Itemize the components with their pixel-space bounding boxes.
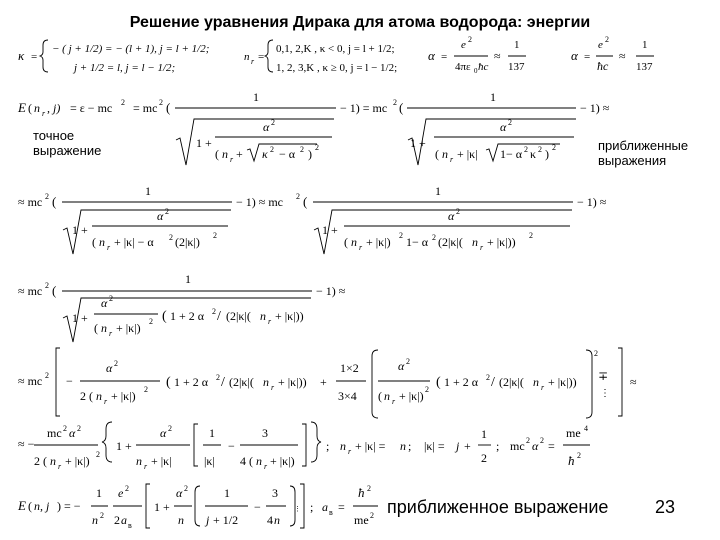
svg-text:): ) [308, 147, 312, 161]
svg-text:=: = [31, 51, 38, 63]
approximate-expressions-label: приближенные выражения [598, 138, 689, 168]
svg-text:α: α [176, 486, 183, 500]
svg-text:(2|κ|(: (2|κ|( [229, 375, 254, 389]
alpha-definition-si [428, 35, 526, 75]
exact-expression-label: точное выражение [33, 128, 102, 158]
svg-text:E: E [18, 498, 26, 513]
kappa-definition [18, 40, 209, 74]
svg-text:1: 1 [185, 272, 191, 286]
svg-text:≈: ≈ [494, 49, 501, 63]
svg-text:1 +: 1 + [196, 136, 212, 150]
svg-text:me: me [354, 513, 369, 527]
svg-text:/: / [217, 309, 221, 324]
svg-text:ħc: ħc [597, 59, 609, 73]
svg-text:2: 2 [552, 143, 556, 152]
svg-text:/: / [221, 375, 225, 390]
svg-text:4: 4 [584, 424, 588, 433]
svg-text:0: 0 [474, 67, 478, 75]
svg-text:α: α [157, 209, 164, 223]
svg-text:(: ( [28, 499, 32, 513]
svg-text:n: n [101, 321, 107, 335]
svg-text:+ |κ|: + |κ| [151, 454, 172, 468]
svg-text:α: α [532, 439, 539, 453]
svg-text:1 +: 1 + [116, 439, 132, 453]
svg-text:4πε: 4πε [455, 61, 471, 73]
svg-text:2: 2 [367, 484, 371, 493]
energy-final-formula [17, 484, 378, 530]
svg-text:= mc: = mc [133, 101, 158, 115]
svg-text:|κ| =: |κ| = [424, 439, 445, 453]
svg-text:α: α [69, 426, 76, 440]
svg-text:2: 2 [212, 307, 216, 316]
svg-text:+ |κ|)): + |κ|)) [548, 375, 577, 389]
svg-text:2: 2 [213, 231, 217, 240]
svg-text:1 +: 1 + [72, 223, 88, 237]
svg-text:(2|κ|(: (2|κ|( [499, 375, 524, 389]
svg-text:+ |κ|): + |κ|) [270, 454, 295, 468]
svg-text:/: / [491, 375, 495, 390]
svg-text:r: r [251, 57, 255, 66]
svg-text:a: a [121, 513, 127, 527]
svg-text:(: ( [92, 235, 96, 249]
energy-step-2-formula [18, 184, 607, 254]
svg-text:1 + 2 α: 1 + 2 α [444, 375, 479, 389]
svg-text:(: ( [378, 389, 382, 403]
svg-text:2: 2 [270, 145, 274, 154]
svg-text:2: 2 [538, 145, 542, 154]
svg-text:1: 1 [145, 184, 151, 198]
svg-text:1− α: 1− α [406, 235, 429, 249]
svg-text:r: r [480, 243, 484, 252]
svg-text:;: ; [310, 500, 314, 514]
page-number: 23 [655, 497, 676, 517]
energy-step-5-formula [18, 422, 590, 471]
svg-text:1: 1 [224, 486, 230, 500]
svg-text:2: 2 [425, 385, 429, 394]
svg-text:1: 1 [490, 90, 496, 104]
svg-text:1, 2, 3,K , κ ≥ 0, j = l −: 1, 2, 3,K , κ ≥ 0, j = l − 1/2; [276, 62, 398, 74]
energy-step-4-formula [18, 348, 637, 418]
svg-text:в: в [128, 521, 132, 530]
svg-text:mc: mc [510, 439, 525, 453]
svg-text:−: − [66, 374, 73, 388]
svg-text:r: r [107, 243, 111, 252]
svg-text:mc: mc [47, 426, 62, 440]
svg-text:= ε − mc: = ε − mc [70, 101, 113, 115]
svg-text:2: 2 [144, 385, 148, 394]
svg-text:=: = [584, 51, 591, 63]
svg-text:2: 2 [432, 233, 436, 242]
svg-text:2: 2 [45, 371, 49, 380]
approximate-expression-label: приближенное выражение [387, 497, 609, 517]
svg-text:ħ: ħ [568, 453, 575, 468]
svg-text:≈: ≈ [619, 49, 626, 63]
svg-text:r: r [104, 397, 108, 406]
svg-text:n: n [96, 389, 102, 403]
svg-text:≈ −: ≈ − [18, 437, 35, 451]
svg-text:1 +: 1 + [410, 136, 426, 150]
svg-text:+ 1/2: + 1/2 [213, 513, 239, 527]
alpha-definition-gauss [571, 35, 654, 73]
svg-text:1: 1 [209, 426, 215, 440]
svg-text:2: 2 [456, 207, 460, 216]
svg-text:⋮: ⋮ [600, 388, 610, 399]
svg-text:j + 1/2 = l, j = l − 1/2;: j + 1/2 = l, j = l − 1/2; [74, 62, 176, 74]
svg-text:r: r [450, 155, 454, 164]
svg-text:=: = [258, 51, 265, 63]
svg-text:r: r [392, 397, 396, 406]
svg-text:137: 137 [508, 61, 525, 73]
svg-text:1− α: 1− α [500, 147, 523, 161]
svg-text:− 1) ≈ mc: − 1) ≈ mc [236, 195, 284, 209]
svg-text:0,1, 2,K , κ < 0, j = l + 1: 0,1, 2,K , κ < 0, j = l + 1/2; [276, 43, 395, 55]
svg-text:α: α [398, 359, 405, 373]
svg-text:n: n [256, 454, 262, 468]
svg-text:4: 4 [267, 513, 273, 527]
svg-text:=: = [338, 500, 345, 514]
svg-text:≈ mc: ≈ mc [18, 374, 43, 388]
svg-text:2: 2 [524, 145, 528, 154]
slide-title: Решение уравнения Дирака для атома водорода: энергии [129, 14, 591, 31]
svg-text:E: E [18, 100, 26, 115]
svg-text:−: − [254, 500, 261, 514]
svg-text:1: 1 [435, 184, 441, 198]
svg-text:=: = [548, 439, 555, 453]
svg-text:1: 1 [481, 427, 487, 441]
svg-text:n: n [442, 147, 448, 161]
svg-text:2: 2 [271, 118, 275, 127]
svg-text:+: + [320, 375, 327, 389]
svg-text:r: r [264, 462, 268, 471]
svg-text:+ |κ|)): + |κ|)) [487, 235, 516, 249]
svg-text:2: 2 [540, 436, 544, 445]
svg-text:(: ( [303, 194, 308, 209]
svg-text:(: ( [215, 147, 219, 161]
svg-text:ħ: ħ [358, 485, 365, 500]
svg-text:n: n [400, 439, 406, 453]
svg-text:α: α [101, 296, 108, 310]
svg-text:−: − [228, 439, 235, 453]
svg-text:(: ( [162, 309, 167, 324]
svg-text:e: e [598, 39, 603, 51]
svg-text:+ |κ| =: + |κ| = [355, 439, 386, 453]
svg-text:4 (: 4 ( [240, 454, 253, 468]
svg-text:n: n [274, 513, 280, 527]
svg-text:|κ|: |κ| [204, 454, 215, 468]
svg-text:2: 2 [370, 511, 374, 520]
svg-text:(: ( [52, 194, 57, 209]
svg-text:;: ; [408, 439, 412, 453]
svg-text:α: α [160, 426, 167, 440]
svg-text:;: ; [326, 439, 330, 453]
svg-text:2: 2 [594, 349, 598, 358]
svg-text:+: + [464, 439, 471, 453]
svg-text:n: n [222, 147, 228, 161]
svg-text:(2|κ|(: (2|κ|( [226, 309, 251, 323]
svg-text:(: ( [94, 321, 98, 335]
svg-text:n: n [384, 389, 390, 403]
svg-text:2: 2 [468, 35, 472, 44]
svg-text:− 1) ≈: − 1) ≈ [577, 195, 607, 209]
svg-text:(2|κ|(: (2|κ|( [438, 235, 463, 249]
svg-text:α: α [106, 361, 113, 375]
svg-text:1: 1 [253, 90, 259, 104]
svg-text:α: α [428, 48, 435, 63]
svg-text:κ: κ [18, 48, 25, 63]
svg-text:1 +: 1 + [72, 311, 88, 325]
svg-text:3: 3 [262, 426, 268, 440]
svg-text:2: 2 [486, 373, 490, 382]
svg-text:2: 2 [406, 357, 410, 366]
svg-text:2: 2 [109, 294, 113, 303]
svg-text:− α: − α [279, 147, 296, 161]
svg-text:− 1) = mc: − 1) = mc [340, 101, 388, 115]
svg-text:e: e [461, 39, 466, 51]
svg-text:n: n [99, 235, 105, 249]
svg-text:2 (: 2 ( [80, 389, 93, 403]
svg-text:− 1) ≈: − 1) ≈ [316, 284, 346, 298]
svg-text:2: 2 [605, 35, 609, 44]
svg-text:+ |κ|)): + |κ|)) [275, 309, 304, 323]
svg-text:+: + [236, 147, 243, 161]
svg-text:2: 2 [169, 233, 173, 242]
svg-text:α: α [571, 48, 578, 63]
svg-text:2: 2 [77, 424, 81, 433]
svg-text:≈: ≈ [630, 375, 637, 389]
svg-text:r: r [230, 155, 234, 164]
svg-text:n: n [244, 51, 250, 63]
svg-text:1 +: 1 + [154, 500, 170, 514]
svg-text:− ( j + 1/2) = − (l + 1), j =: − ( j + 1/2) = − (l + 1), j = l + 1/2; [52, 43, 210, 55]
svg-text:2: 2 [165, 207, 169, 216]
svg-text:r: r [58, 462, 62, 471]
svg-text:n: n [34, 101, 40, 115]
svg-text:− 1) ≈: − 1) ≈ [580, 101, 610, 115]
svg-text:α: α [263, 120, 270, 134]
svg-text:≈ mc: ≈ mc [18, 284, 43, 298]
svg-text:2: 2 [526, 436, 530, 445]
svg-text:2: 2 [399, 231, 403, 240]
svg-text:+ |κ|)): + |κ|)) [278, 375, 307, 389]
svg-text:(: ( [166, 375, 171, 390]
svg-text:3×4: 3×4 [338, 389, 357, 403]
svg-text:2: 2 [149, 317, 153, 326]
svg-text:2: 2 [315, 143, 319, 152]
svg-text:2: 2 [529, 231, 533, 240]
svg-text:κ: κ [262, 147, 268, 161]
svg-text:2: 2 [577, 451, 581, 460]
svg-text:r: r [541, 383, 545, 392]
svg-text:+ |κ|): + |κ|) [111, 389, 136, 403]
svg-text:n: n [533, 375, 539, 389]
svg-text:2: 2 [63, 424, 67, 433]
svg-text:2: 2 [45, 192, 49, 201]
svg-text:2: 2 [114, 359, 118, 368]
svg-text:1: 1 [96, 486, 102, 500]
svg-text:2: 2 [100, 511, 104, 520]
svg-text:n: n [351, 235, 357, 249]
svg-text:3: 3 [272, 486, 278, 500]
svg-text:2: 2 [121, 98, 125, 107]
svg-text:2: 2 [96, 450, 100, 459]
svg-text:) = −: ) = − [57, 499, 81, 513]
svg-text:, j): , j) [47, 101, 61, 115]
svg-text:2: 2 [216, 373, 220, 382]
energy-exact-formula [17, 90, 610, 165]
svg-text:+ |κ|): + |κ|) [116, 321, 141, 335]
svg-text:1 + 2 α: 1 + 2 α [174, 375, 209, 389]
nr-definition [244, 40, 397, 74]
svg-text:+ |κ| − α: + |κ| − α [114, 235, 154, 249]
svg-text:2: 2 [296, 192, 300, 201]
svg-text:2: 2 [481, 451, 487, 465]
svg-text:a: a [322, 500, 328, 514]
svg-text:r: r [271, 383, 275, 392]
svg-text:(: ( [436, 375, 441, 390]
svg-text:1 + 2 α: 1 + 2 α [170, 309, 205, 323]
svg-text:(: ( [344, 235, 348, 249]
svg-text:me: me [566, 426, 581, 440]
svg-text:r: r [42, 109, 46, 118]
svg-text:j: j [456, 439, 460, 453]
svg-text:n: n [340, 439, 346, 453]
svg-text:в: в [329, 508, 333, 517]
svg-text:+ |κ|): + |κ|) [399, 389, 424, 403]
svg-text:r: r [268, 317, 272, 326]
svg-text:(: ( [28, 101, 32, 115]
svg-text:n: n [472, 235, 478, 249]
svg-text:n: n [50, 454, 56, 468]
svg-text:⋮: ⋮ [294, 505, 301, 513]
svg-text:+ |κ|): + |κ|) [366, 235, 391, 249]
svg-text:1 +: 1 + [322, 223, 338, 237]
svg-text:α: α [448, 209, 455, 223]
svg-text:137: 137 [636, 61, 653, 73]
svg-text:2 (: 2 ( [34, 454, 47, 468]
svg-text:2: 2 [45, 281, 49, 290]
svg-text:n: n [92, 513, 98, 527]
svg-text:n: n [263, 375, 269, 389]
svg-text:2: 2 [184, 484, 188, 493]
svg-text:r: r [144, 462, 148, 471]
svg-text:=: = [441, 51, 448, 63]
svg-text:(: ( [166, 100, 171, 115]
svg-text:n: n [260, 309, 266, 323]
svg-text:(: ( [399, 100, 404, 115]
svg-text:2: 2 [393, 98, 397, 107]
svg-text:1×2: 1×2 [340, 361, 359, 375]
svg-text:n: n [136, 454, 142, 468]
svg-text:2: 2 [168, 424, 172, 433]
svg-text:+ |κ|): + |κ|) [65, 454, 90, 468]
svg-text:r: r [348, 447, 352, 456]
svg-text:1: 1 [514, 39, 520, 51]
svg-text:1: 1 [642, 39, 648, 51]
svg-text:n: n [178, 513, 184, 527]
svg-text:): ) [545, 147, 549, 161]
svg-text:n, j: n, j [34, 499, 50, 513]
svg-text:α: α [500, 120, 507, 134]
svg-text:(: ( [52, 283, 57, 298]
svg-text:(: ( [435, 147, 439, 161]
svg-text:2: 2 [125, 484, 129, 493]
svg-text:ħc: ħc [478, 61, 489, 73]
svg-text:2: 2 [114, 513, 120, 527]
svg-text:≈ mc: ≈ mc [18, 195, 43, 209]
svg-text:2: 2 [159, 98, 163, 107]
svg-text:j: j [206, 513, 210, 527]
svg-text:r: r [109, 329, 113, 338]
svg-text:∓: ∓ [598, 369, 609, 383]
svg-text:2: 2 [300, 145, 304, 154]
energy-step-3-formula [18, 272, 346, 342]
svg-text:κ: κ [530, 147, 537, 161]
svg-text:+ |κ|: + |κ| [457, 147, 478, 161]
svg-text:(2|κ|): (2|κ|) [175, 235, 200, 249]
svg-text:e: e [118, 486, 124, 500]
svg-text:r: r [359, 243, 363, 252]
svg-text:2: 2 [508, 118, 512, 127]
svg-text:;: ; [496, 439, 500, 453]
